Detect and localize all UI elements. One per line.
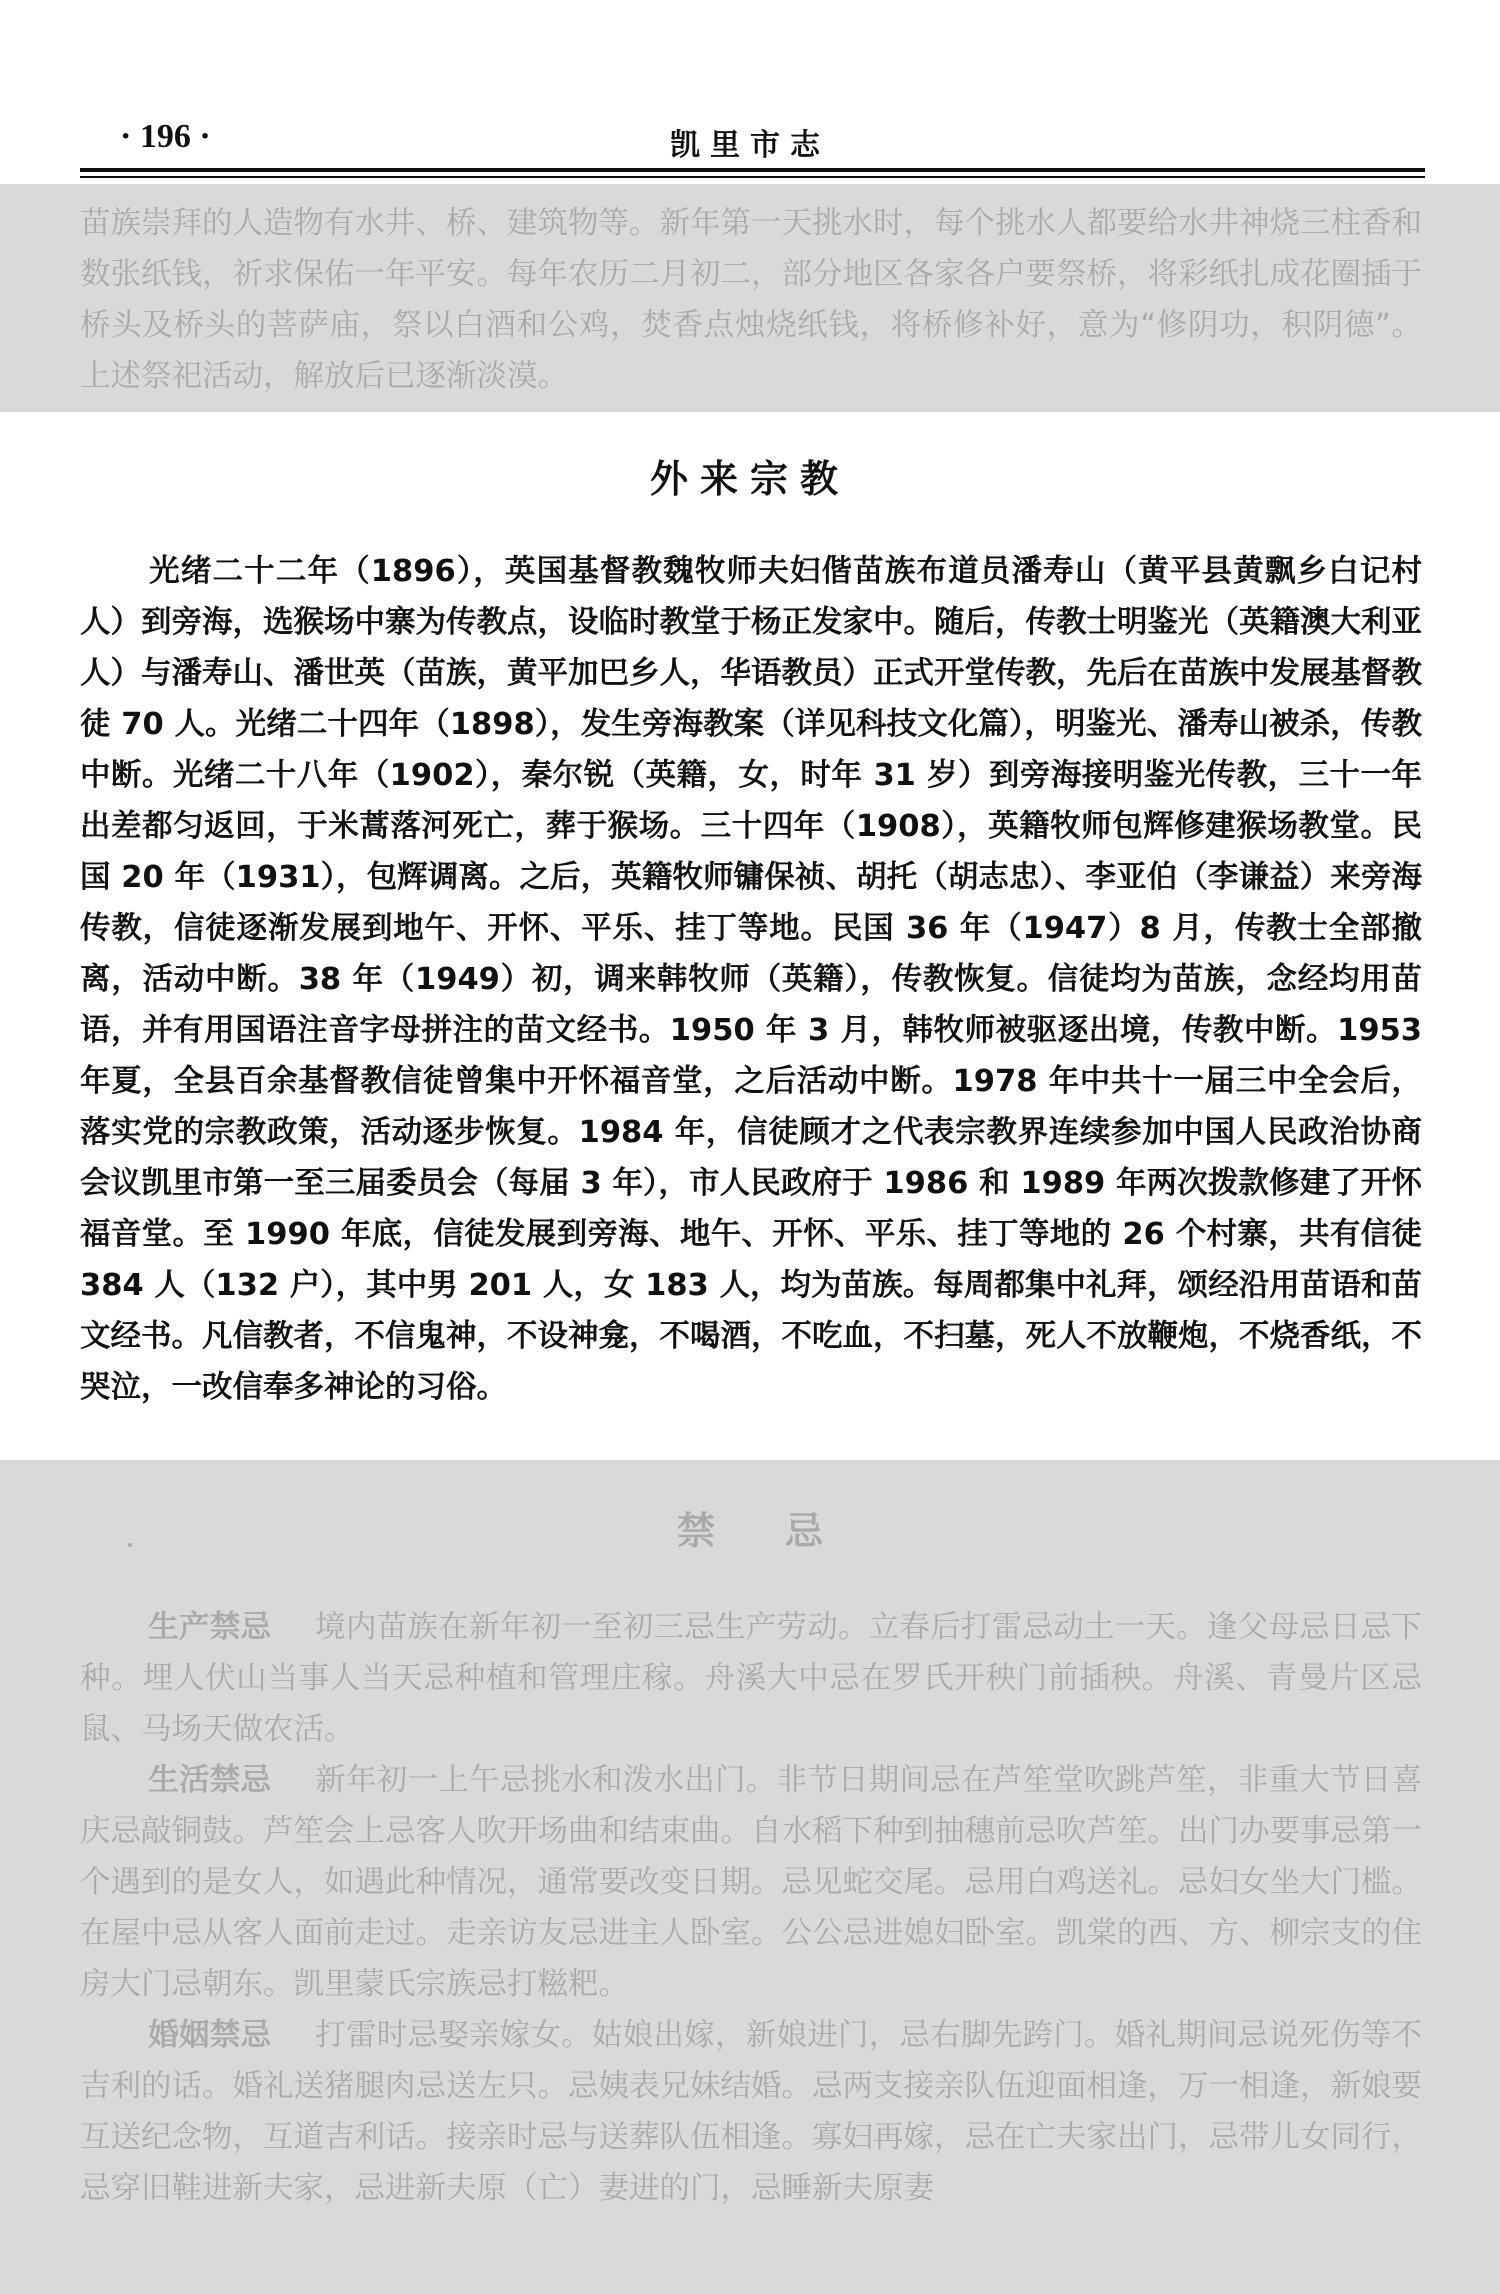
header-rule-thick — [80, 168, 1425, 172]
taboo-term: 婚姻禁忌 — [148, 2018, 272, 2053]
taboo-term: 生产禁忌 — [148, 1610, 272, 1645]
section-title-foreign-religion: 外来宗教 — [649, 457, 850, 501]
top-paragraph — [80, 198, 1422, 402]
taboo-text: 新年初一上午忌挑水和泼水出门。非节日期间忌在芦笙堂吹跳芦笙，非重大节日喜庆忌敲铜鼓。芦笙会上忌客人吹开场曲和结束曲。自水稻下种到抽穗前忌吹芦笙。出门办要事忌第一个遇到的是女人，如遇此种情况，通常要改变日期。忌见蛇交尾。忌用白鸡送礼。忌妇女坐大门槛。在屋中忌从客人面前走过。走亲访友忌进主人卧室。公公忌进媳妇卧室。凯棠的西、方、柳宗支的住房大门忌朝东。凯里蒙氏宗族忌打糍粑。 — [80, 1763, 1422, 2002]
taboo-text: 打雷时忌娶亲嫁女。姑娘出嫁，新娘进门，忌右脚先跨门。婚礼期间忌说死伤等不吉利的话。婚礼送猪腿肉忌送左只。忌姨表兄妹结婚。忌两支接亲队伍迎面相逢，万一相逢，新娘要互送纪念物，互道吉利话。接亲时忌与送葬队伍相逢。寡妇再嫁，忌在亡夫家出门，忌带儿女同行，忌穿旧鞋进新夫家，忌进新夫原（亡）妻进的门，忌睡新夫原妻 — [80, 2018, 1422, 2206]
taboo-marriage — [80, 2010, 1422, 2214]
taboo-production — [80, 1602, 1422, 1755]
section-body-text: 光绪二十二年（1896），英国基督教魏牧师夫妇偕苗族布道员潘寿山（黄平县黄飘乡白记村人）到旁海，选猴场中寨为传教点，设临时教堂于杨正发家中。随后，传教士明鉴光（英籍澳大利亚人）与潘寿山、潘世英（苗族，黄平加巴乡人，华语教员）正式开堂传教，先后在苗族中发展基督教徒 70 人。光绪二十四年（1898），发生旁海教案（详见科技文化篇），明鉴光、潘寿山被杀，传教中断。光绪二十八年（1902），秦尔锐（英籍，女，时年 31 岁）到旁海接明鉴光传教，三十一年出差都匀返回，于米蒿落河死亡，葬于猴场。三十四年（1908），英籍牧师包辉修建猴场教堂。民国 20 年（1931），包辉调离。之后，英籍牧师镛保祯、胡托（胡志忠）、李亚伯（李谦益）来旁海传教，信徒逐渐发展到地午、开怀、平乐、挂丁等地。民国 36 年（1947）8 月，传教士全部撤离，活动中断。38 年（1949）初，调来韩牧师（英籍），传教恢复。信徒均为苗族，念经均用苗语，并有用国语注音字母拼注的苗文经书。1950 年 3 月，韩牧师被驱逐出境，传教中断。1953 年夏，全县百余基督教信徒曾集中开怀福音堂，之后活动中断。1978 年中共十一届三中全会后，落实党的宗教政策，活动逐步恢复。1984 年，信徒顾才之代表宗教界连续参加中国人民政治协商会议凯里市第一至三届委员会（每届 3 年），市人民政府于 1986 和 1989 年两次拨款修建了开怀福音堂。至 1990 年底，信徒发展到旁海、地午、开怀、平乐、挂丁等地的 26 个村寨，共有信徒 384 人（132 户），其中男 201 人，女 183 人，均为苗族。每周都集中礼拜，颂经沿用苗语和苗文经书。凡信教者，不信鬼神，不设神龛，不喝酒，不吃血，不扫墓，死人不放鞭炮，不烧香纸，不哭泣，一改信奉多神论的习俗。 — [80, 554, 1422, 1405]
taboo-term: 生活禁忌 — [148, 1763, 272, 1798]
page-header — [80, 118, 1420, 166]
taboo-text: 境内苗族在新年初一至初三忌生产劳动。立春后打雷忌动土一天。逢父母忌日忌下种。埋人伏山当事人当天忌种植和管理庄稼。舟溪大中忌在罗氏开秧门前插秧。舟溪、青曼片区忌鼠、马场天做农活。 — [80, 1610, 1422, 1747]
taboo-daily-life — [80, 1755, 1422, 2010]
header-rule-thin — [80, 176, 1425, 178]
page-number: · 196 · — [120, 118, 211, 155]
section-body-foreign-religion — [80, 546, 1422, 1413]
running-title: 凯里市志 — [670, 128, 830, 163]
speck — [128, 1543, 132, 1547]
section-title-taboos: 禁忌 — [676, 1509, 893, 1553]
top-paragraph-text: 苗族崇拜的人造物有水井、桥、建筑物等。新年第一天挑水时，每个挑水人都要给水井神烧三柱香和数张纸钱，祈求保佑一年平安。每年农历二月初二，部分地区各家各户要祭桥，将彩纸扎成花圈插于桥头及桥头的菩萨庙，祭以白酒和公鸡，焚香点烛烧纸钱，将桥修补好，意为“修阴功，积阴德”。上述祭祀活动，解放后已逐渐淡漠。 — [80, 206, 1422, 394]
